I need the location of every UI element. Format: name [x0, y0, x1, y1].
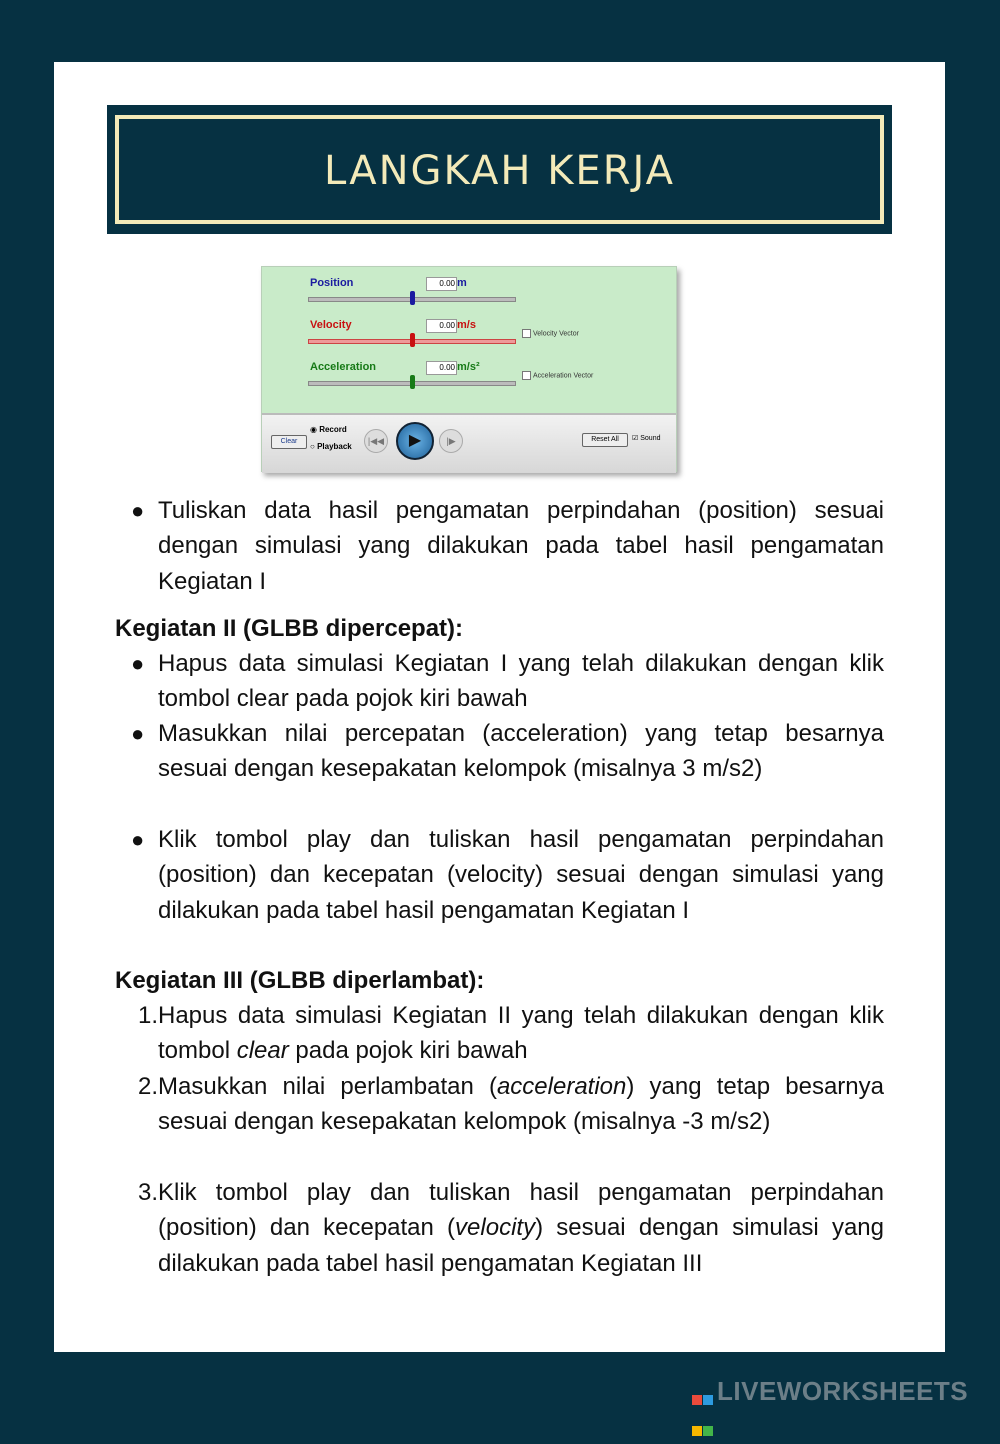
bullet-icon: ● — [131, 827, 145, 852]
simulation-control-bar — [262, 413, 676, 473]
reset-all-button: Reset All — [582, 433, 628, 447]
position-value: 0.00 — [426, 277, 457, 291]
acceleration-value: 0.00 — [426, 361, 457, 375]
title-banner — [107, 105, 892, 234]
bullet-icon: ● — [131, 651, 145, 676]
velocity-slider-knob — [410, 333, 415, 347]
playback-label: Playback — [317, 442, 352, 451]
acceleration-vector-checkbox — [522, 371, 593, 380]
bullet-icon: ● — [131, 721, 145, 746]
list-number: 2. — [137, 1073, 158, 1100]
clear-button: Clear — [271, 435, 307, 449]
liveworksheets-watermark — [692, 1376, 968, 1407]
acceleration-row — [262, 351, 676, 387]
velocity-label: Velocity — [310, 319, 352, 331]
section-heading-kegiatan-3: Kegiatan III (GLBB diperlambat): — [115, 967, 485, 994]
position-unit: m — [457, 277, 467, 289]
simulation-screenshot — [261, 266, 677, 472]
list-item: Masukkan nilai perlambatan (acceleration) yang tetap besarnya sesuai dengan kesepakatan kelompok (misalnya -3 m/s2) — [158, 1073, 884, 1136]
acceleration-label: Acceleration — [310, 361, 377, 373]
velocity-vector-label: Velocity Vector — [533, 330, 579, 338]
list-number: 1. — [137, 1002, 158, 1029]
record-label: Record — [319, 425, 347, 434]
position-slider-knob — [410, 291, 415, 305]
acceleration-slider-knob — [410, 375, 415, 389]
liveworksheets-logo-icon — [692, 1382, 714, 1404]
rewind-icon: |◀◀ — [364, 429, 388, 453]
list-item: Hapus data simulasi Kegiatan II yang telah dilakukan dengan klik tombol clear pada pojok kiri bawah — [158, 1002, 884, 1065]
list-number: 3. — [137, 1179, 158, 1206]
position-row — [262, 267, 676, 303]
velocity-value: 0.00 — [426, 319, 457, 333]
sound-label: Sound — [640, 435, 661, 442]
acceleration-vector-label: Acceleration Vector — [533, 372, 594, 380]
acceleration-unit: m/s² — [457, 361, 480, 373]
step-forward-icon: |▶ — [439, 429, 463, 453]
section-heading-kegiatan-2: Kegiatan II (GLBB dipercepat): — [115, 615, 464, 642]
list-item: Tuliskan data hasil pengamatan perpindahan (position) sesuai dengan simulasi yang dilakukan pada tabel hasil pengamatan Kegiatan I — [158, 497, 884, 595]
page-title: LANGKAH KERJA — [324, 148, 675, 194]
list-item: Klik tombol play dan tuliskan hasil pengamatan perpindahan (position) dan kecepatan (velocity) sesuai dengan simulasi yang dilakukan pada tabel hasil pengamatan Kegiatan III — [158, 1179, 884, 1277]
record-radio: ◉ Record — [310, 425, 347, 434]
list-item: Masukkan nilai percepatan (acceleration) yang tetap besarnya sesuai dengan kesepakatan kelompok (misalnya 3 m/s2) — [158, 720, 884, 783]
watermark-text: LIVEWORKSHEETS — [717, 1376, 969, 1406]
velocity-row — [262, 309, 676, 345]
velocity-unit: m/s — [457, 319, 476, 331]
bullet-icon: ● — [131, 498, 145, 523]
list-item: Hapus data simulasi Kegiatan I yang telah dilakukan dengan klik tombol clear pada pojok kiri bawah — [158, 650, 884, 713]
position-label: Position — [310, 277, 354, 289]
sound-checkbox: ☑ Sound — [632, 435, 661, 442]
playback-radio: ○ Playback — [310, 442, 352, 451]
velocity-vector-checkbox — [522, 329, 579, 338]
list-item: Klik tombol play dan tuliskan hasil pengamatan perpindahan (position) dan kecepatan (velocity) sesuai dengan simulasi yang dilakukan pada tabel hasil pengamatan Kegiatan I — [158, 826, 884, 924]
play-icon: ▶ — [396, 422, 434, 460]
